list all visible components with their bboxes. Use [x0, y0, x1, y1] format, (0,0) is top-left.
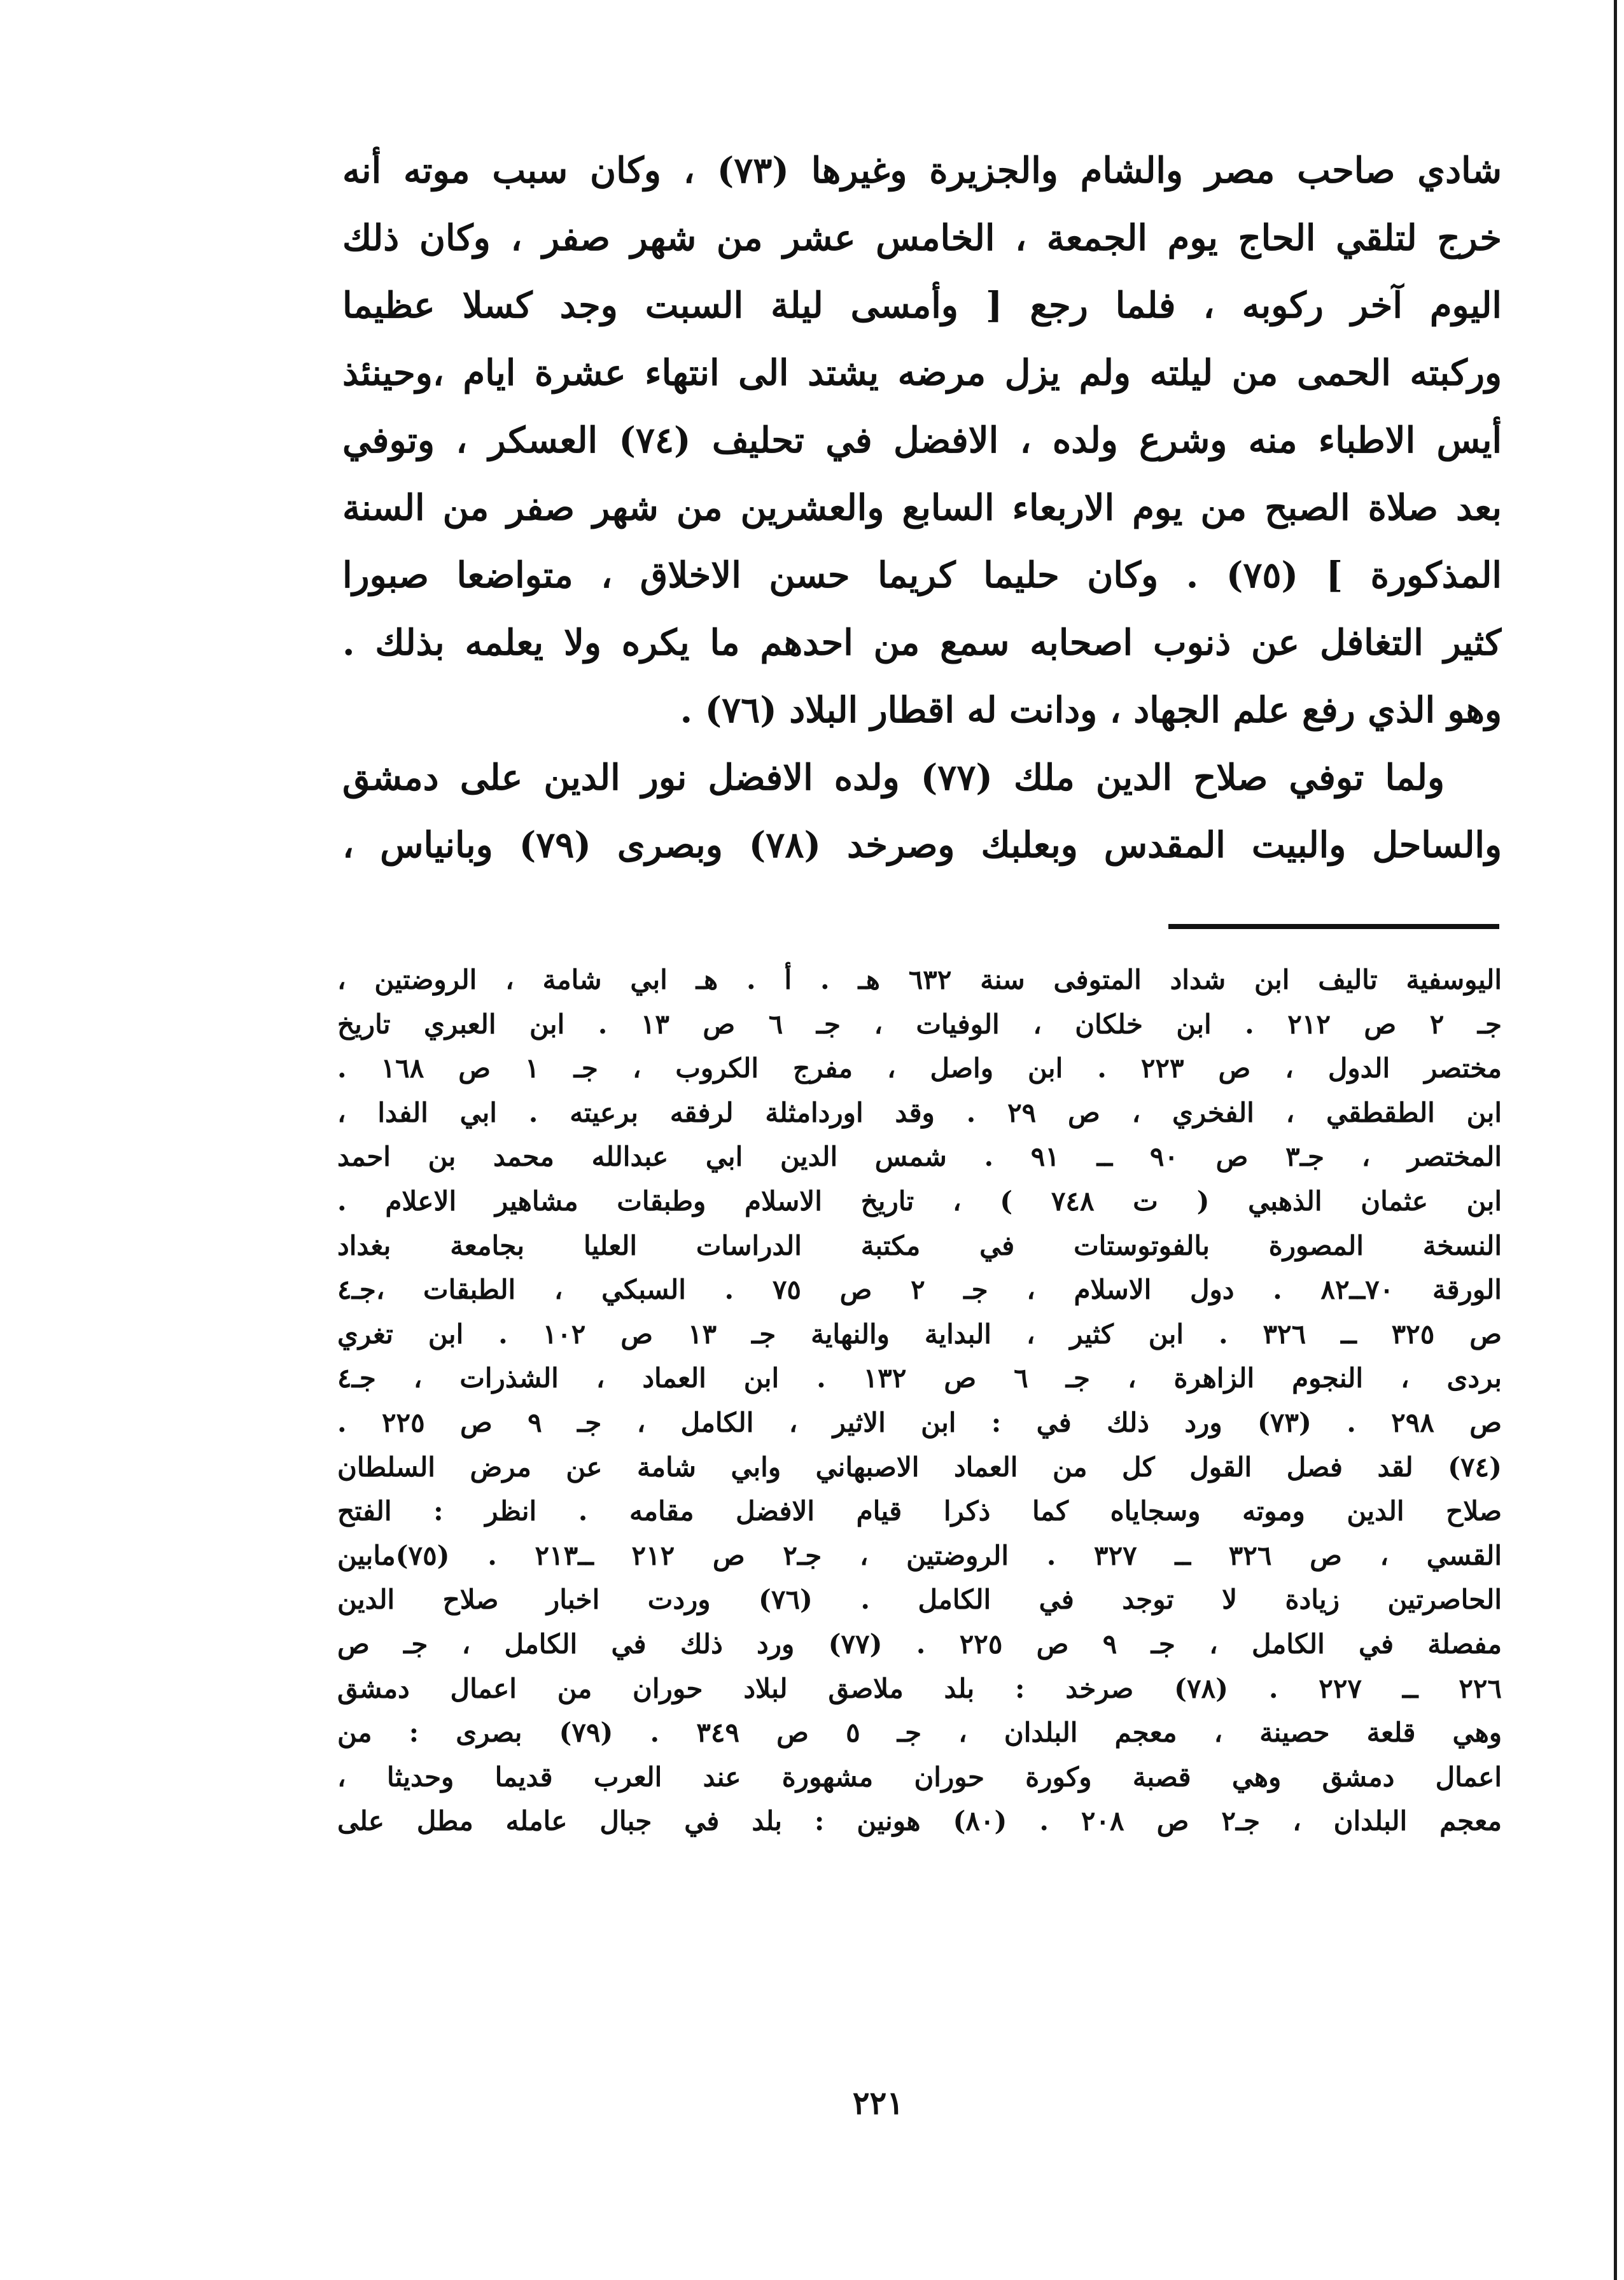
footnote-line: المختصر ، جـ٣ ص ٩٠ ــ ٩١ . شمس الدين ابي عبدالله محمد بن احمد [337, 1141, 1502, 1173]
footnote-line: (٧٤) لقد فصل القول كل من العماد الاصبهاني وابي شامة عن مرض السلطان [337, 1451, 1502, 1483]
footnote-line: ٢٢٦ ــ ٢٢٧ . (٧٨) صرخد : بلد ملاصق لبلاد حوران من اعمال دمشق [337, 1672, 1502, 1704]
footnote-line: ص ٣٢٥ ــ ٣٢٦ . ابن كثير ، البداية والنهاية جـ ١٣ ص ١٠٢ . ابن تغري [337, 1318, 1502, 1350]
footnote-separator [1168, 924, 1499, 929]
footnotes [337, 958, 1502, 1843]
page-edge-border [1614, 0, 1617, 2280]
text-line: اليوم آخر ركوبه ، فلما رجع [ وأمسى ليلة السبت وجد كسلا عظيما [342, 284, 1502, 326]
footnote-line: القسي ، ص ٣٢٦ ــ ٣٢٧ . الروضتين ، جـ٢ ص ٢١٢ ــ٢١٣ . (٧٥)مابين [337, 1539, 1502, 1571]
footnote-line: صلاح الدين وموته وسجاياه كما ذكرا قيام الافضل مقامه . انظر : الفتح [337, 1495, 1502, 1527]
page-number: ٢٢١ [852, 2084, 904, 2122]
footnote-line: وهي قلعة حصينة ، معجم البلدان ، جـ ٥ ص ٣٤٩ . (٧٩) بصرى : من [337, 1717, 1502, 1749]
text-line: والساحل والبيت المقدس وبعلبك وصرخد (٧٨) وبصرى (٧٩) وبانياس ، [342, 824, 1502, 866]
footnote-line: مختصر الدول ، ص ٢٢٣ . ابن واصل ، مفرج الكروب ، جـ ١ ص ١٦٨ . [337, 1053, 1502, 1084]
footnote-line: مفصلة في الكامل ، جـ ٩ ص ٢٢٥ . (٧٧) ورد ذلك في الكامل ، جـ ص [337, 1628, 1502, 1660]
footnote-line: معجم البلدان ، جـ٢ ص ٢٠٨ . (٨٠) هونين : بلد في جبال عامله مطل على [337, 1805, 1502, 1837]
text-line: شادي صاحب مصر والشام والجزيرة وغيرها (٧٣) ، وكان سبب موته أنه [342, 150, 1502, 192]
footnote-line: اليوسفية تاليف ابن شداد المتوفى سنة ٦٣٢ هـ . أ . هـ ابي شامة ، الروضتين ، [337, 964, 1502, 995]
footnote-line: ص ٢٩٨ . (٧٣) ورد ذلك في : ابن الاثير ، الكامل ، جـ ٩ ص ٢٢٥ . [337, 1406, 1502, 1438]
text-line: خرج لتلقي الحاج يوم الجمعة ، الخامس عشر من شهر صفر ، وكان ذلك [342, 217, 1502, 259]
text-line: كثير التغافل عن ذنوب اصحابه سمع من احدهم ما يكره ولا يعلمه بذلك . [342, 622, 1502, 664]
text-line: بعد صلاة الصبح من يوم الاربعاء السابع والعشرين من شهر صفر من السنة [342, 487, 1502, 529]
text-line: وركبته الحمى من ليلته ولم يزل مرضه يشتد الى انتهاء عشرة ايام ،وحينئذ [342, 352, 1502, 394]
footnote-line: اعمال دمشق وهي قصبة وكورة حوران مشهورة عند العرب قديما وحديثا ، [337, 1761, 1502, 1793]
footnote-line: النسخة المصورة بالفوتوستات في مكتبة الدراسات العليا بجامعة بغداد [337, 1229, 1502, 1261]
footnote-line: جـ ٢ ص ٢١٢ . ابن خلكان ، الوفيات ، جـ ٦ ص ١٣ . ابن العبري تاريخ [337, 1008, 1502, 1040]
text-line: المذكورة ] (٧٥) . وكان حليما كريما حسن الاخلاق ، متواضعا صبورا [342, 554, 1502, 596]
footnote-line: بردى ، النجوم الزاهرة ، جـ ٦ ص ١٣٢ . ابن العماد ، الشذرات ، جـ٤ [337, 1362, 1502, 1394]
footnote-line: ابن عثمان الذهبي ( ت ٧٤٨ ) ، تاريخ الاسلام وطبقات مشاهير الاعلام . [337, 1185, 1502, 1217]
footnote-line: الحاصرتين زيادة لا توجد في الكامل . (٧٦) وردت اخبار صلاح الدين [337, 1584, 1502, 1616]
text-line: ولما توفي صلاح الدين ملك (٧٧) ولده الافضل نور الدين على دمشق [342, 757, 1445, 799]
text-line: أيس الاطباء منه وشرع ولده ، الافضل في تحليف (٧٤) العسكر ، وتوفي [342, 419, 1502, 461]
main-text [342, 137, 1502, 879]
footnote-line: الورقة ٧٠ــ٨٢ . دول الاسلام ، جـ ٢ ص ٧٥ . السبكي ، الطبقات ،جـ٤ [337, 1274, 1502, 1306]
footnote-line: ابن الطقطقي ، الفخري ، ص ٢٩ . وقد اوردامثلة لرفقه برعيته . ابي الفدا ، [337, 1096, 1502, 1128]
text-line: وهو الذي رفع علم الجهاد ، ودانت له اقطار البلاد (٧٦) . [680, 689, 1502, 731]
